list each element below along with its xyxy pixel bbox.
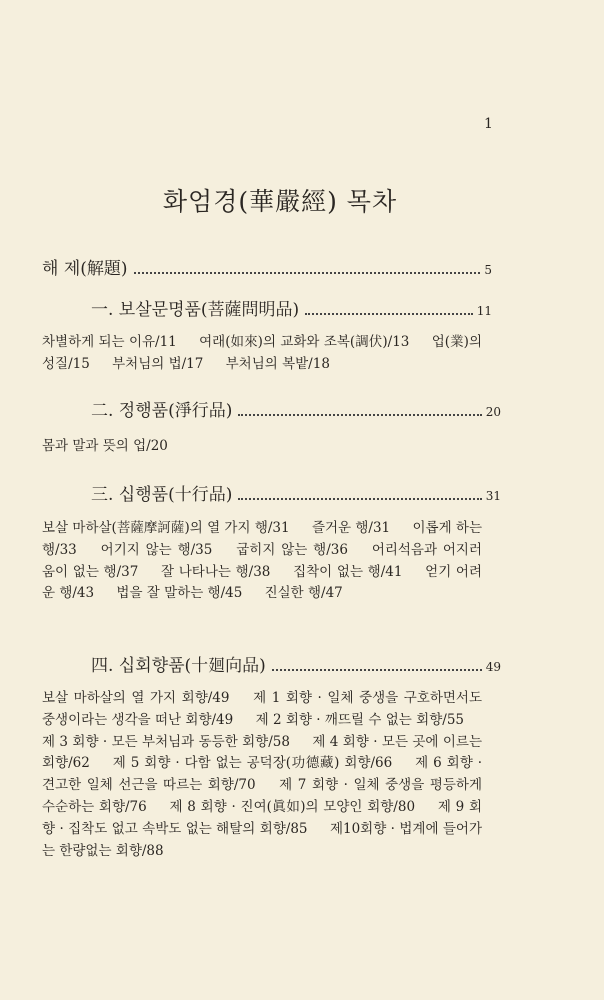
chapter-4-entries (42, 688, 482, 862)
chapter-label: 三. 십행품(十行品) (91, 485, 233, 505)
toc-intro (42, 254, 492, 279)
toc-entry: 굽히지 않는 행/36 (236, 541, 348, 558)
chapter-page: 11 (476, 304, 492, 318)
toc-chapter-4 (91, 651, 501, 676)
leader-dots (272, 669, 482, 671)
chapter-page: 49 (485, 660, 501, 674)
chapter-2-entries (42, 436, 482, 458)
chapter-label: 一. 보살문명품(菩薩問明品) (91, 300, 300, 320)
toc-entry: 제 3 회향 · 모든 부처님과 동등한 회향/58 (42, 733, 290, 750)
toc-entry: 집착이 없는 행/41 (293, 563, 403, 580)
chapter-page: 31 (485, 489, 501, 503)
toc-entry: 여래(如來)의 교화와 조복(調伏)/13 (199, 334, 410, 350)
toc-entry: 즐거운 행/31 (311, 520, 391, 536)
toc-entry: 제 7 회향 · 일체 중생을 평등하게 수순하는 회향/76 (42, 777, 482, 815)
chapter-label: 四. 십회향품(十廻向品) (91, 656, 266, 676)
toc-intro-label: 해 제(解題) (42, 259, 128, 279)
toc-entry: 어기지 않는 행/35 (100, 541, 213, 558)
chapter-label: 二. 정행품(淨行品) (91, 401, 233, 421)
toc-entry: 제 9 회향 · 집착도 없고 속박도 없는 해탈의 회향/85 (42, 798, 482, 837)
toc-entry: 보살 마하살(菩薩摩訶薩)의 열 가지 행/31 (42, 520, 290, 536)
toc-entry: 업(業)의 성질/15 (42, 334, 482, 372)
leader-dots (238, 414, 481, 416)
leader-dots (305, 313, 473, 315)
chapter-3-entries (42, 518, 482, 605)
page-number: 1 (484, 116, 493, 132)
chapter-page: 20 (485, 405, 501, 419)
chapter-1-entries (42, 332, 482, 376)
toc-entry: 법을 잘 말하는 행/45 (116, 585, 243, 602)
toc-intro-page: 5 (484, 263, 492, 277)
page-title: 화엄경(華嚴經) 목차 (162, 187, 398, 216)
toc-entry: 어리석음과 어지러움이 없는 행/37 (42, 541, 483, 580)
toc-entry: 보살 마하살의 열 가지 회향/49 (42, 690, 230, 706)
toc-entry: 부처님의 복밭/18 (225, 355, 330, 372)
toc-entry: 제 4 회향 · 모든 곳에 이르는 회향/62 (42, 733, 482, 772)
toc-entry: 차별하게 되는 이유/11 (42, 334, 177, 350)
toc-entry: 몸과 말과 뜻의 업/20 (42, 438, 168, 454)
toc-entry: 부처님의 법/17 (112, 355, 204, 372)
toc-chapter-1 (91, 295, 492, 320)
toc-entry: 제 6 회향 · 견고한 일체 선근을 따르는 회향/70 (42, 755, 482, 794)
toc-entry: 제 8 회향 · 진여(眞如)의 모양인 회향/80 (169, 798, 416, 815)
toc-entry: 진실한 행/47 (264, 585, 343, 602)
toc-chapter-3 (91, 480, 501, 505)
toc-entry: 잘 나타나는 행/38 (161, 563, 271, 580)
toc-entry: 얻기 어려운 행/43 (42, 563, 483, 602)
toc-entry: 제10회향 · 법계에 들어가는 한량없는 회향/88 (42, 820, 483, 859)
leader-dots (134, 272, 481, 274)
toc-chapter-2 (91, 396, 501, 421)
toc-entry: 이롭게 하는 행/33 (42, 520, 483, 558)
leader-dots (238, 498, 481, 500)
toc-entry: 제 2 회향 · 깨뜨릴 수 없는 회향/55 (255, 711, 464, 728)
toc-entry: 제 5 회향 · 다함 없는 공덕장(功德藏) 회향/66 (112, 755, 393, 772)
toc-entry: 제 1 회향 · 일체 중생을 구호하면서도 중생이라는 생각을 떠난 회향/49 (42, 690, 483, 728)
